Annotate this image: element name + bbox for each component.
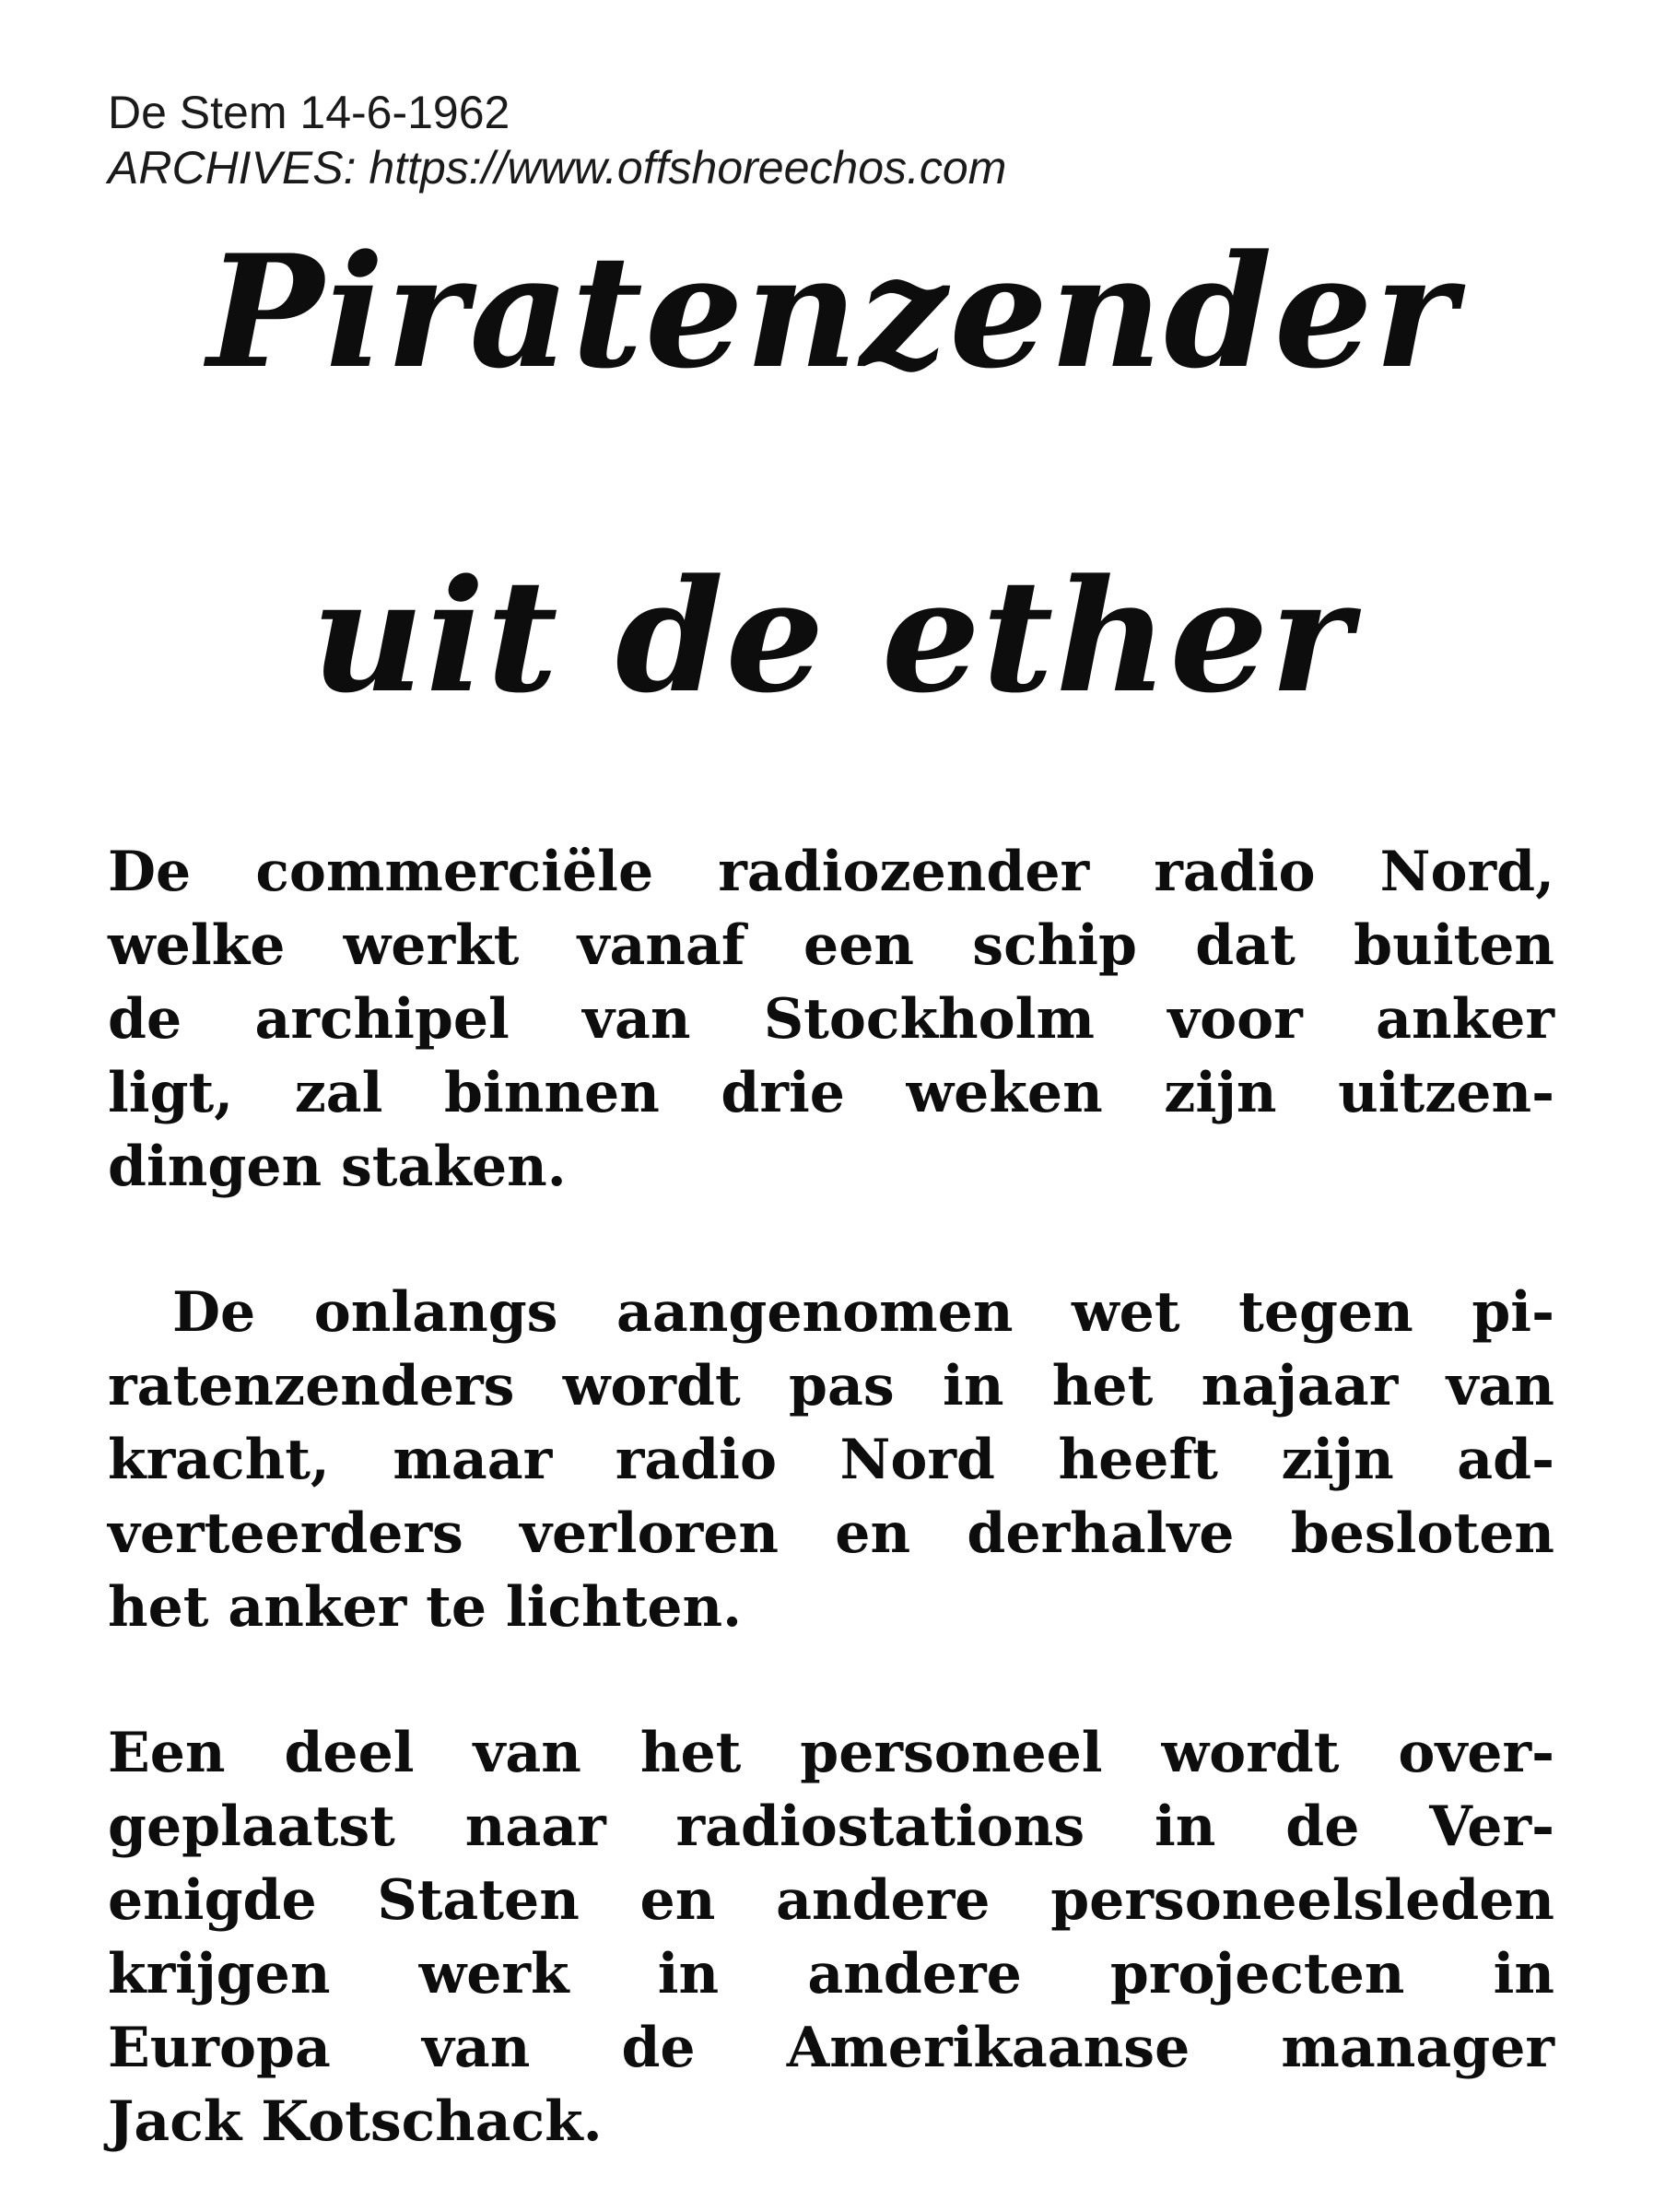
archive-link[interactable]: ARCHIVES: https://www.offshoreechos.com (108, 142, 1007, 194)
paragraph-2-line: kracht, maar radio Nord heeft zijn ad- (108, 1428, 1554, 1492)
source-caption (108, 85, 1006, 195)
paragraph-1-line: de archipel van Stockholm voor anker (108, 987, 1554, 1052)
headline-line-1: Piratenzender (206, 220, 1459, 403)
paragraph-3-line: Europa van de Amerikaanse manager (108, 2016, 1554, 2080)
paragraph-2-line: het anker te lichten. (108, 1575, 743, 1640)
paragraph-1-line: welke werkt vanaf een schip dat buiten (108, 913, 1554, 978)
paragraph-3-line: krijgen werk in andere projecten in (108, 1942, 1554, 2006)
paragraph-3-line: enigde Staten en andere personeelsleden (108, 1868, 1554, 1933)
paragraph-1-line: dingen staken. (108, 1135, 567, 1199)
publication-date: De Stem 14-6-1962 (108, 87, 510, 138)
paragraph-3-line: geplaatst naar radiostations in de Ver- (108, 1794, 1554, 1859)
paragraph-1-line: De commerciële radiozender radio Nord, (108, 840, 1554, 904)
paragraph-2-line: verteerders verloren en derhalve besloten (108, 1501, 1554, 1566)
paragraph-2-line: De onlangs aangenomen wet tegen pi- (172, 1280, 1554, 1345)
paragraph-3-line: Een deel van het personeel wordt over- (108, 1721, 1554, 1785)
paragraph-1-line: ligt, zal binnen drie weken zijn uitzen- (108, 1061, 1554, 1125)
paragraph-2-line: ratenzenders wordt pas in het najaar van (108, 1354, 1554, 1418)
headline-line-2: uit de ether (311, 545, 1354, 727)
paragraph-3-line: Jack Kotschack. (108, 2089, 603, 2154)
